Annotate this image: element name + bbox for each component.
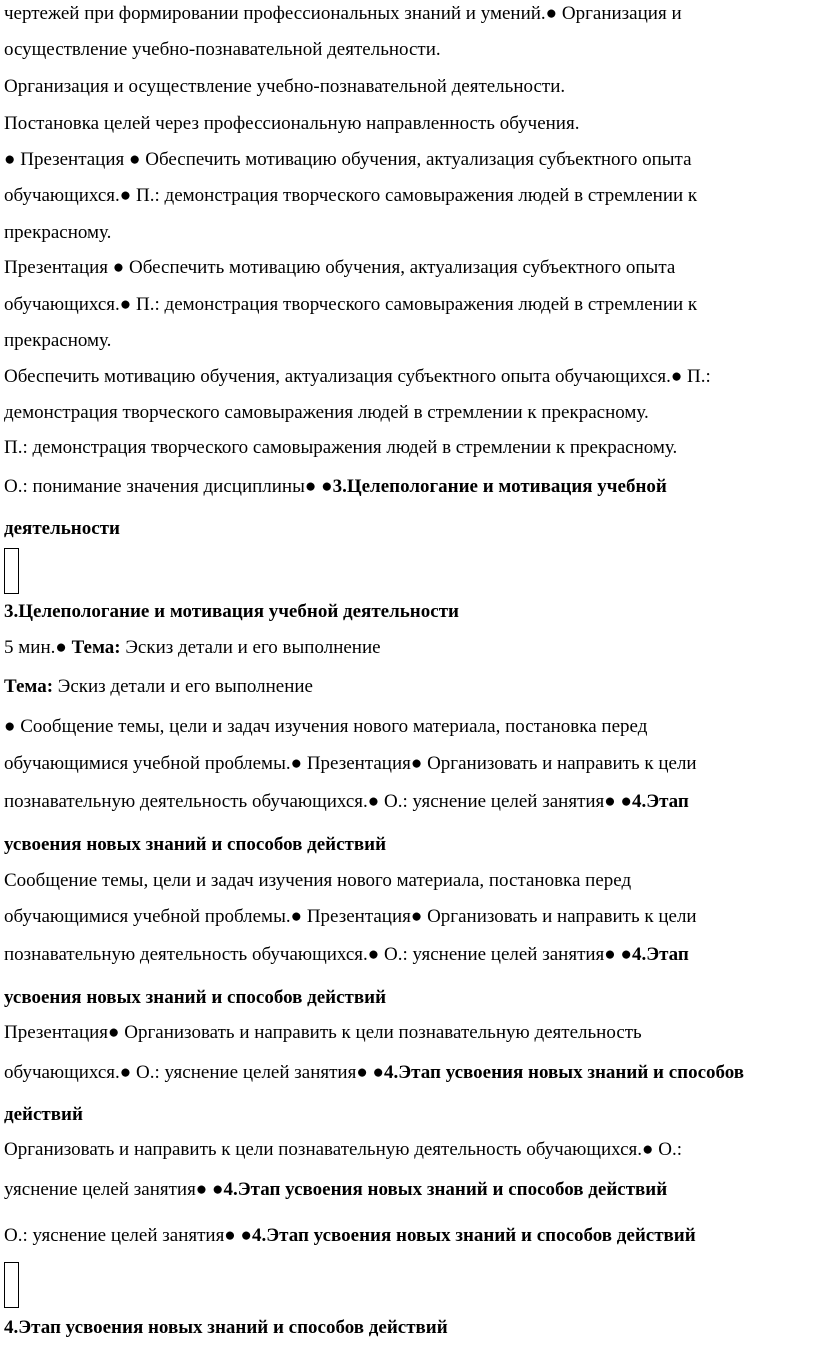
line-bold-text: деятельности <box>4 518 120 539</box>
line-bold-text: 4.Этап <box>631 791 689 812</box>
text-line <box>4 294 816 316</box>
text-line <box>4 944 816 966</box>
line-text: 5 мин.● <box>4 637 72 658</box>
text-line <box>4 185 816 207</box>
line-bold-text: 3.Целепологание и мотивация учебной <box>332 476 667 497</box>
line-text: обучающимися учебной проблемы.● Презентация● Организовать и направить к цели <box>4 753 697 774</box>
line-text: ● Презентация ● Обеспечить мотивацию обучения, актуализация субъектного опыта <box>4 149 692 170</box>
text-line <box>4 906 816 928</box>
text-line <box>4 1104 816 1126</box>
line-text: Постановка целей через профессиональную направленность обучения. <box>4 113 580 134</box>
line-text-continued: Эскиз детали и его выполнение <box>120 637 381 658</box>
line-text: Презентация ● Обеспечить мотивацию обучения, актуализация субъектного опыта <box>4 257 676 278</box>
line-text: познавательную деятельность обучающихся.● О.: уяснение целей занятия● ● <box>4 944 632 965</box>
text-line <box>4 637 816 659</box>
text-line <box>4 3 816 25</box>
line-text: обучающимися учебной проблемы.● Презентация● Организовать и направить к цели <box>4 906 697 927</box>
line-bold-text: 3.Целепологание и мотивация учебной деятельности <box>4 601 459 622</box>
empty-text-frame <box>4 548 19 594</box>
text-line <box>4 753 816 775</box>
text-line <box>4 1022 816 1044</box>
line-bold-text: 4.Этап усвоения новых знаний и способов действий <box>252 1225 696 1246</box>
line-text: ● Сообщение темы, цели и задач изучения нового материала, постановка перед <box>4 716 648 737</box>
text-line <box>4 676 816 698</box>
text-line <box>4 39 816 61</box>
line-text: обучающихся.● П.: демонстрация творческого самовыражения людей в стремлении к <box>4 294 698 315</box>
line-text: Сообщение темы, цели и задач изучения нового материала, постановка перед <box>4 870 632 891</box>
line-text: П.: демонстрация творческого самовыражения людей в стремлении к прекрасному. <box>4 437 678 458</box>
text-line <box>4 1139 816 1161</box>
line-text: Организовать и направить к цели познавательную деятельность обучающихся.● О.: <box>4 1139 682 1160</box>
text-line <box>4 716 816 738</box>
text-line <box>4 791 816 813</box>
line-bold-text: 4.Этап <box>631 944 689 965</box>
text-line <box>4 870 816 892</box>
line-bold-text: действий <box>4 1104 83 1125</box>
line-bold-text: усвоения новых знаний и способов действий <box>4 834 387 855</box>
line-text: обучающихся.● О.: уяснение целей занятия● ● <box>4 1062 385 1083</box>
line-text: Организация и осуществление учебно-познавательной деятельности. <box>4 76 566 97</box>
line-bold-text: Тема: <box>71 637 121 658</box>
line-bold-text: 4.Этап усвоения новых знаний и способов <box>384 1062 745 1083</box>
line-bold-text: Тема: <box>4 676 54 697</box>
line-text: Обеспечить мотивацию обучения, актуализация субъектного опыта обучающихся.● П.: <box>4 366 711 387</box>
line-text: демонстрация творческого самовыражения людей в стремлении к прекрасному. <box>4 402 649 423</box>
line-text: обучающихся.● П.: демонстрация творческого самовыражения людей в стремлении к <box>4 185 698 206</box>
text-line <box>4 113 816 135</box>
line-text: прекрасному. <box>4 330 112 351</box>
line-text: познавательную деятельность обучающихся.● О.: уяснение целей занятия● ● <box>4 791 632 812</box>
text-line <box>4 366 816 388</box>
line-bold-text: усвоения новых знаний и способов действий <box>4 987 387 1008</box>
text-line <box>4 518 816 540</box>
text-line <box>4 402 816 424</box>
line-text: Презентация● Организовать и направить к цели познавательную деятельность <box>4 1022 642 1043</box>
text-line <box>4 834 816 856</box>
empty-text-frame <box>4 1262 19 1308</box>
text-line <box>4 1179 816 1201</box>
text-line <box>4 601 816 623</box>
line-text-continued: Эскиз детали и его выполнение <box>53 676 313 697</box>
text-line <box>4 149 816 171</box>
line-bold-text: 4.Этап усвоения новых знаний и способов действий <box>223 1179 668 1200</box>
line-bold-text: 4.Этап усвоения новых знаний и способов действий <box>4 1317 448 1338</box>
text-line <box>4 437 816 459</box>
line-text: О.: уяснение целей занятия● ● <box>4 1225 253 1246</box>
line-text: чертежей при формировании профессиональных знаний и умений.● Организация и <box>4 3 682 24</box>
text-line <box>4 222 816 244</box>
text-line <box>4 1317 816 1339</box>
text-line <box>4 257 816 279</box>
text-line <box>4 1225 816 1247</box>
text-line <box>4 76 816 98</box>
line-text: осуществление учебно-познавательной деятельности. <box>4 39 441 60</box>
line-text: прекрасному. <box>4 222 112 243</box>
line-text: уяснение целей занятия● ● <box>4 1179 224 1200</box>
text-line <box>4 330 816 352</box>
line-text: О.: понимание значения дисциплины● ● <box>4 476 333 497</box>
text-line <box>4 1062 816 1084</box>
text-line <box>4 476 816 498</box>
text-line <box>4 987 816 1009</box>
